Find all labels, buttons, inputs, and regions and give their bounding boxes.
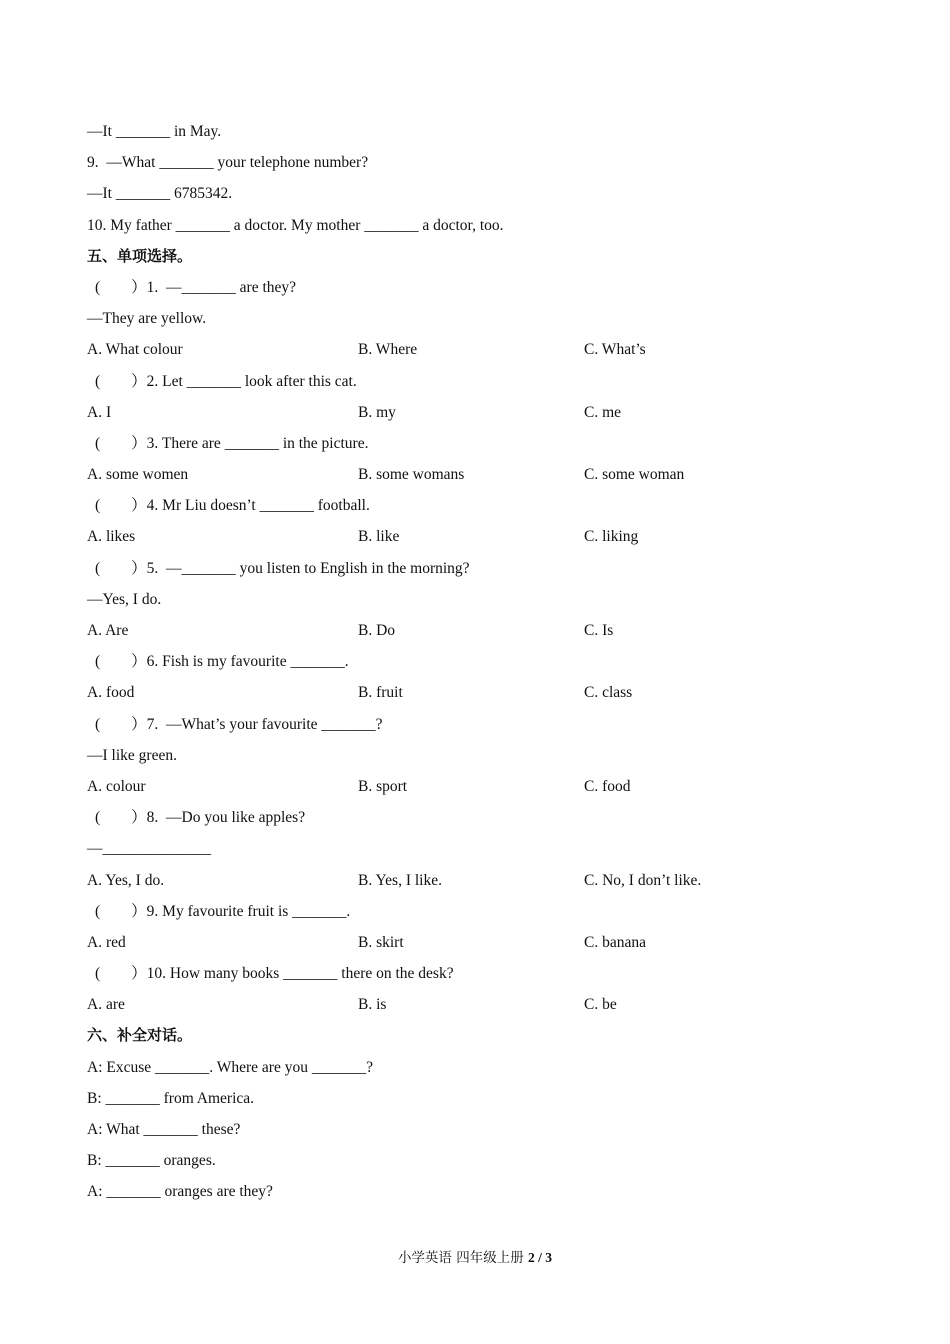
dialogue-line: A: What _______ these?: [87, 1121, 241, 1138]
question-stem: ( ）4. Mr Liu doesn’t _______ football.: [95, 497, 370, 515]
option-b: B. is: [358, 996, 387, 1014]
option-c: C. food: [584, 777, 631, 795]
section-heading: 五、单项选择。: [87, 246, 193, 265]
option-c: C. What’s: [584, 341, 646, 359]
options-row: [87, 459, 867, 490]
text-line: 10. My father _______ a doctor. My mother _______ a doctor, too.: [87, 216, 504, 234]
text-line: —It _______ 6785342.: [87, 185, 233, 203]
question-stem: ( ）9. My favourite fruit is _______.: [95, 902, 351, 920]
question-stem: ( ）5. —_______ you listen to English in the morning?: [95, 559, 470, 577]
question-answer-line: —They are yellow.: [87, 310, 207, 328]
dialogue-line: B: _______ oranges.: [87, 1152, 216, 1170]
option-c: C. No, I don’t like.: [584, 871, 702, 889]
option-a: A. likes: [87, 528, 136, 546]
page-footer: [0, 1246, 950, 1266]
option-c: C. be: [584, 996, 617, 1014]
option-a: A. are: [87, 996, 125, 1014]
option-a: A. some women: [87, 466, 189, 484]
option-c: C. banana: [584, 933, 646, 951]
option-a: A. I: [87, 403, 112, 421]
question-answer-line: —Yes, I do.: [87, 590, 162, 608]
options-row: [87, 334, 867, 365]
question-stem: ( ）1. —_______ are they?: [95, 278, 297, 296]
option-b: B. sport: [358, 777, 408, 795]
option-b: B. Do: [358, 622, 396, 639]
options-row: [87, 677, 867, 708]
option-a: A. What colour: [87, 341, 183, 359]
option-c: C. liking: [584, 528, 639, 546]
dialogue-line: A: Excuse _______. Where are you _______?: [87, 1058, 373, 1076]
option-c: C. some woman: [584, 466, 685, 484]
dialogue-line: B: _______ from America.: [87, 1089, 255, 1107]
option-b: B. fruit: [358, 684, 403, 702]
options-row: [87, 521, 867, 552]
dialogue-line: A: _______ oranges are they?: [87, 1183, 273, 1201]
option-b: B. like: [358, 528, 400, 546]
question-answer-line: —I like green.: [87, 746, 177, 764]
option-a: A. Are: [87, 622, 129, 639]
option-b: B. skirt: [358, 933, 404, 951]
question-stem: ( ）3. There are _______ in the picture.: [95, 434, 369, 452]
question-stem: ( ）7. —What’s your favourite _______?: [95, 715, 383, 733]
option-c: C. class: [584, 684, 633, 702]
options-row: [87, 771, 867, 802]
option-c: C. me: [584, 403, 622, 421]
option-a: A. red: [87, 933, 126, 951]
options-row: [87, 615, 867, 646]
question-stem: ( ）10. How many books _______ there on the desk?: [95, 965, 454, 983]
footer-page-number: 2: [528, 1250, 535, 1265]
page-content: [87, 116, 867, 1208]
options-row: [87, 865, 867, 896]
option-a: A. Yes, I do.: [87, 871, 165, 889]
option-b: B. some womans: [358, 466, 465, 484]
options-row: [87, 989, 867, 1020]
question-stem: ( ）6. Fish is my favourite _______.: [95, 653, 349, 671]
option-b: B. Yes, I like.: [358, 871, 442, 889]
footer-subject: 小学英语 四年级上册: [397, 1250, 529, 1266]
text-line: —It _______ in May.: [87, 123, 222, 140]
question-stem: ( ）8. —Do you like apples?: [95, 809, 306, 827]
option-a: A. food: [87, 684, 135, 702]
question-answer-line: —______________: [87, 840, 211, 858]
options-row: [87, 397, 867, 428]
options-row: [87, 927, 867, 958]
footer-separator: /: [534, 1250, 546, 1265]
option-c: C. Is: [584, 622, 614, 639]
section-heading: 六、补全对话。: [87, 1026, 193, 1045]
question-stem: ( ）2. Let _______ look after this cat.: [95, 372, 357, 390]
text-line: 9. —What _______ your telephone number?: [87, 154, 369, 172]
footer-page-total: 3: [545, 1250, 553, 1265]
option-a: A. colour: [87, 777, 146, 795]
option-b: B. my: [358, 403, 396, 421]
option-b: B. Where: [358, 341, 418, 359]
